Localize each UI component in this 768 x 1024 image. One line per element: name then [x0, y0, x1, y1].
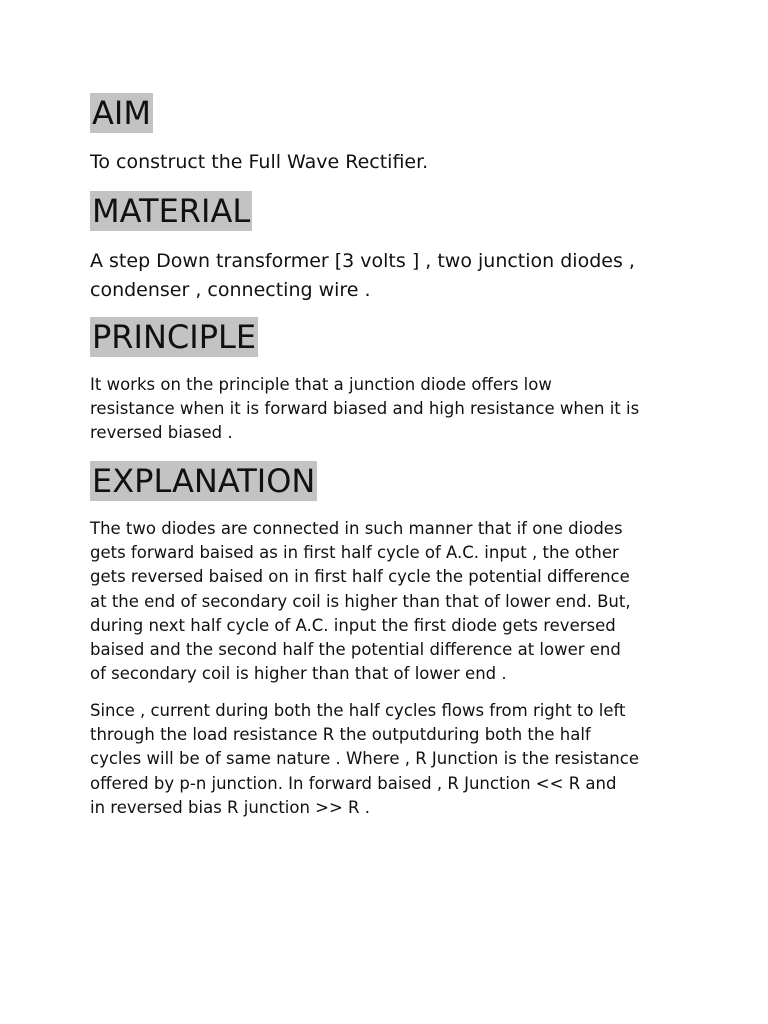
- aim-heading: AIM: [92, 94, 151, 132]
- explanation-paragraph-1: The two diodes are connected in such manner that if one diodes gets forward baised as in first half cycle of A.C. input , the other gets reversed baised on in first half cycle the potential difference at the end of secondary coil is higher than that of lower end. But, during next half cycle of A.C. input the first diode gets reversed baised and the second half the potential difference at lower end of secondary coil is higher than that of lower end .: [90, 519, 631, 684]
- material-text: A step Down transformer [3 volts ] , two junction diodes , condenser , connecting wire .: [90, 250, 635, 301]
- principle-text: It works on the principle that a junction diode offers low resistance when it is forward biased and high resistance when it is reversed biased .: [90, 375, 640, 443]
- aim-text: To construct the Full Wave Rectifier.: [90, 151, 429, 173]
- principle-heading: PRINCIPLE: [92, 318, 257, 356]
- material-heading: MATERIAL: [92, 192, 251, 230]
- explanation-paragraph-2: Since , current during both the half cycles flows from right to left through the load resistance R the outputduring both the half cycles will be of same nature . Where , R Junction is the resistance offered by p-n junction. In forward baised , R Junction << R and in reversed bias R junction >> R .: [90, 701, 639, 817]
- explanation-heading: EXPLANATION: [92, 462, 316, 500]
